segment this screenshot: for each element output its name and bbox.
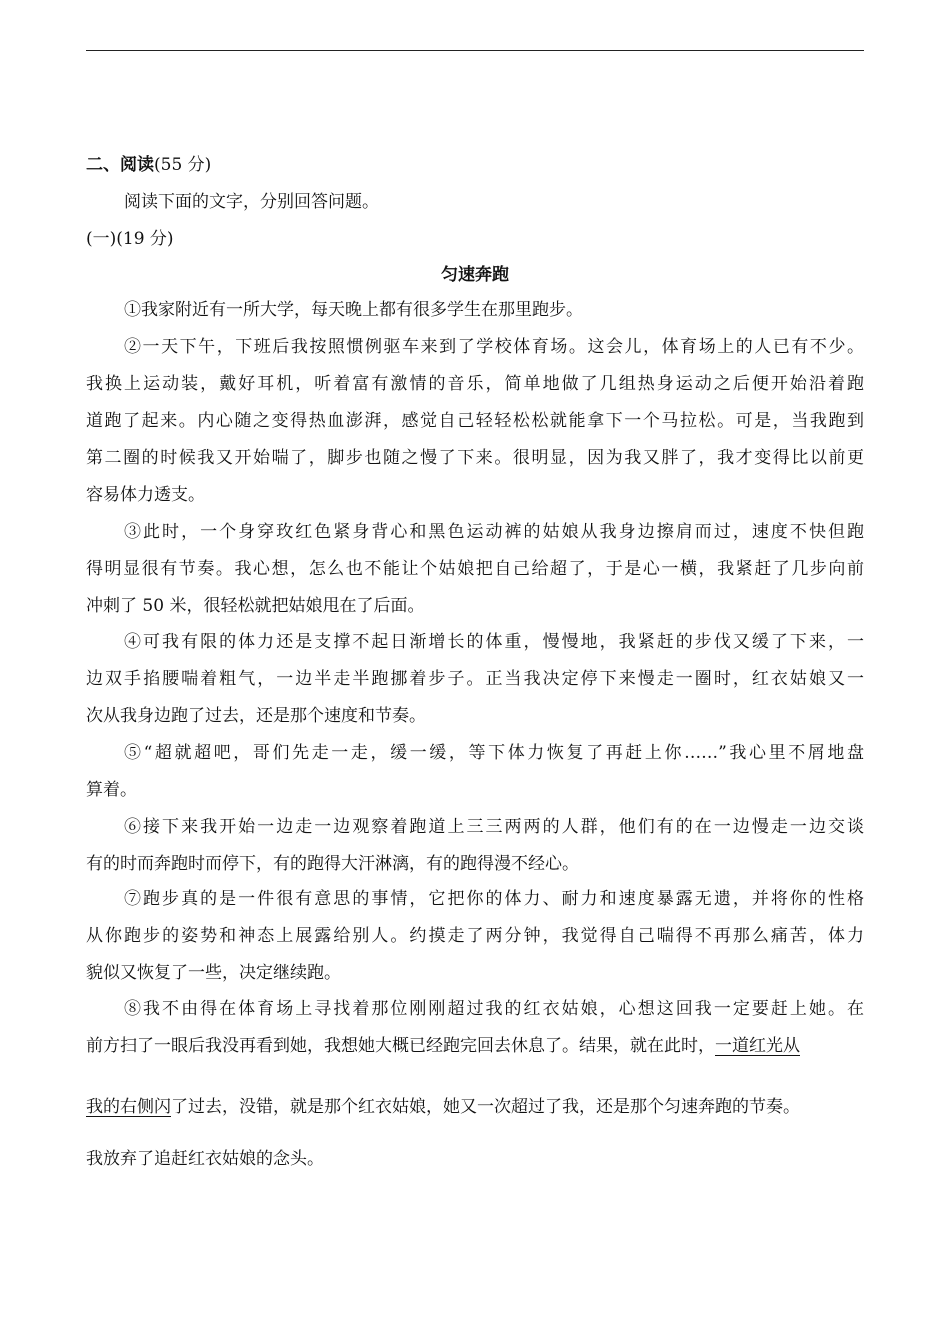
paragraph-line: ④可我有限的体力还是支撑不起日渐增长的体重，慢慢地，我紧赶的步伐又缓了下来，一	[124, 632, 864, 652]
underlined-phrase: 一道红光从	[715, 1036, 800, 1056]
line-tail-text: ，没错，就是那个红衣姑娘，她又一次超过了我，还是那个匀速奔跑的节奏。	[222, 1097, 800, 1117]
paragraph-line: 貌似又恢复了一些，决定继续跑。	[86, 963, 341, 983]
section-heading	[86, 153, 864, 177]
paragraph-line: 冲刺了 50 米，很轻松就把姑娘甩在了后面。	[86, 596, 425, 616]
section-heading-label: 二、阅读	[86, 155, 154, 175]
article-title: 匀速奔跑	[441, 265, 509, 285]
paragraph-line: 得明显很有节奏。我心想，怎么也不能让个姑娘把自己给超了，于是心一横，我紧赶了几步向前	[86, 559, 864, 579]
emphasis-char: 侧	[137, 1097, 154, 1117]
paragraph-line: 次从我身边跑了过去，还是那个速度和节奏。	[86, 706, 426, 726]
paragraph-line: 第二圈的时候我又开始喘了，脚步也随之慢了下来。很明显，因为我又胖了，我才变得比以前更	[86, 448, 864, 468]
paragraph-line-start: 前方扫了一眼后我没再看到她，我想她大概已经跑完回去休息了。结果，就在此时，	[86, 1036, 715, 1056]
paragraph-line: ⑦跑步真的是一件很有意思的事情，它把你的体力、耐力和速度暴露无遗，并将你的性格	[124, 889, 864, 909]
paragraph-line-with-emphasis	[86, 1095, 864, 1119]
paragraph-line-with-underline	[86, 1034, 864, 1058]
paragraph-line: 容易体力透支。	[86, 485, 205, 505]
paragraph-line: 道跑了起来。内心随之变得热血澎湃，感觉自己轻轻松松就能拿下一个马拉松。可是，当我跑到	[86, 411, 864, 431]
paragraph-line: ①我家附近有一所大学，每天晚上都有很多学生在那里跑步。	[124, 300, 583, 320]
subsection-label: (一)(19 分)	[86, 229, 174, 249]
paragraph-line: 我换上运动装，戴好耳机，听着富有激情的音乐，简单地做了几组热身运动之后便开始沿着跑	[86, 374, 864, 394]
paragraph-line: 算着。	[86, 780, 137, 800]
paragraph-line: 边双手掐腰喘着粗气，一边半走半跑挪着步子。正当我决定停下来慢走一圈时，红衣姑娘又一	[86, 669, 864, 689]
paragraph-line: ⑥接下来我开始一边走一边观察着跑道上三三两两的人群，他们有的在一边慢走一边交谈	[124, 817, 864, 837]
instruction-text: 阅读下面的文字，分别回答问题。	[124, 192, 379, 212]
underlined-phrase-continued	[86, 1097, 171, 1117]
paragraph-line: 从你跑步的姿势和神态上展露给别人。约摸走了两分钟，我觉得自己喘得不再那么痛苦，体力	[86, 926, 864, 946]
paragraph-line: 我放弃了追赶红衣姑娘的念头。	[86, 1149, 324, 1169]
paragraph-line: 有的时而奔跑时而停下，有的跑得大汗淋漓，有的跑得漫不经心。	[86, 854, 579, 874]
section-points: (55 分)	[154, 155, 212, 175]
emphasis-char: 闪	[154, 1097, 171, 1117]
underlined-text: 我的右	[86, 1097, 137, 1117]
top-rule	[86, 50, 864, 51]
paragraph-line: ⑧我不由得在体育场上寻找着那位刚刚超过我的红衣姑娘，心想这回我一定要赶上她。在	[124, 999, 864, 1019]
paragraph-line: ⑤“超就超吧，哥们先走一走，缓一缓，等下体力恢复了再赶上你……”我心里不屑地盘	[124, 743, 864, 763]
paragraph-line: ②一天下午，下班后我按照惯例驱车来到了学校体育场。这会儿，体育场上的人已有不少。	[124, 337, 864, 357]
after-emphasis-text: 了过去	[171, 1097, 222, 1117]
paragraph-line: ③此时，一个身穿玫红色紧身背心和黑色运动裤的姑娘从我身边擦肩而过，速度不快但跑	[124, 522, 864, 542]
